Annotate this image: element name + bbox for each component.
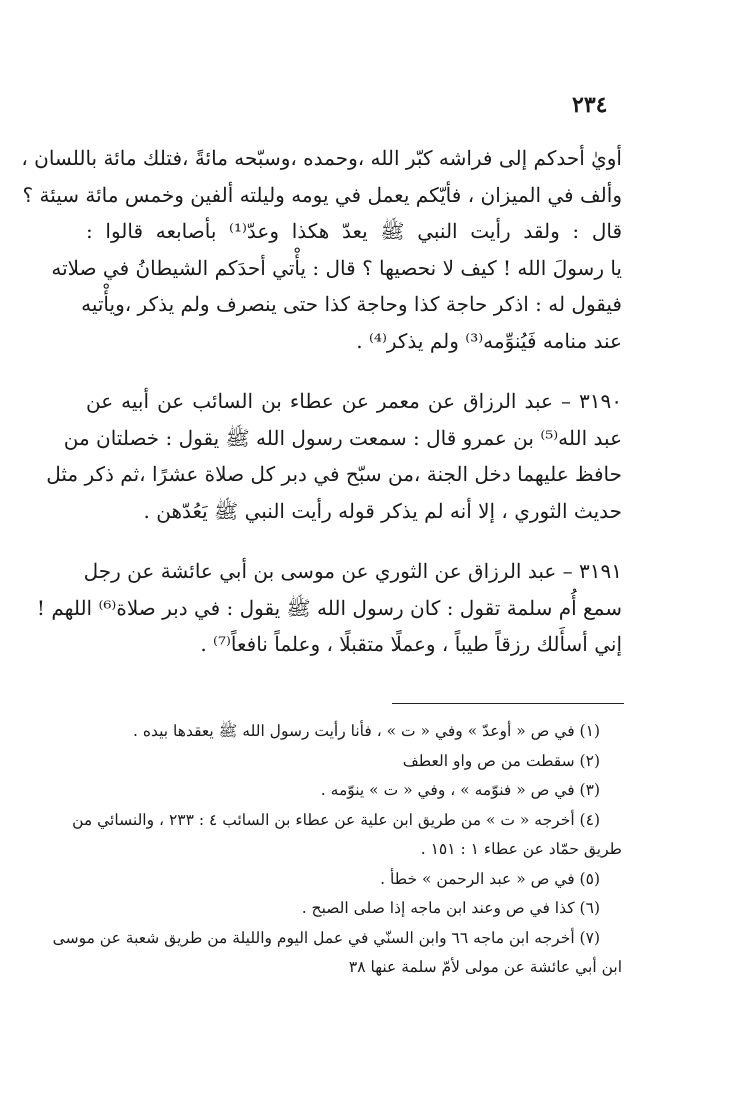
hadith-3191-line: سمع أُم سلمة تقول : كان رسول الله ﷺ يقول : في دبر صلاة⁽⁶⁾ اللهم ! — [36, 595, 622, 620]
footnote-divider — [392, 703, 624, 704]
footnote-2: (٢) سقطت من ص واو العطف — [402, 751, 600, 770]
hadith-3190-line: ٣١٩٠ – عبد الرزاق عن معمر عن عطاء بن السائب عن أبيه عن — [86, 389, 622, 413]
hadith-3191-line: إني أسأَلك رزقاً طيباً ، وعملًا متقبلًا ، وعلماً نافعاً⁽⁷⁾ . — [200, 632, 622, 656]
text-line: يا رسولَ الله ! كيف لا نحصيها ؟ قال : يأْتي أحدَكم الشيطانُ في صلاته — [51, 255, 622, 280]
footnote-3: (٣) في ص « فنوّمه » ، وفي « ت » ينوّمه . — [320, 781, 600, 799]
footnotes — [52, 717, 622, 983]
footnote-1: (١) في ص « أوعدّ » وفي « ت » ، فأنا رأيت رسول الله ﷺ يعقدها بيده . — [133, 722, 600, 740]
hadith-3191-line: ٣١٩١ – عبد الرزاق عن الثوري عن موسى بن أبي عائشة عن رجل — [83, 559, 622, 583]
footnote-6: (٦) كذا في ص وعند ابن ماجه إذا صلى الصبح . — [301, 899, 600, 917]
text-line: قال : ولقد رأيت النبي ﷺ يعدّ هكذا وعدّ⁽¹⁾ بأصابعه قالوا : — [86, 219, 622, 243]
text-line: وألف في الميزان ، فأيّكم يعمل في يومه وليلته ألفين وخمس مائة سيئة ؟ — [22, 182, 622, 207]
hadith-3190-line: حديث الثوري ، إلا أنه لم يذكر قوله رأيت النبي ﷺ يَعُدّهن . — [143, 498, 622, 523]
footnote-7-continued: ابن أبي عائشة عن مولى لأمّ سلمة عنها ٣٨ — [348, 958, 622, 976]
main-text — [21, 140, 622, 663]
text-line: أويٰ أحدكم إلى فراشه كبّر الله ،وحمده ،وسبّحه مائةً ،فتلك مائة باللسان ، — [21, 146, 622, 170]
page-number: ٢٣٤ — [572, 92, 608, 118]
footnote-5: (٥) في ص « عبد الرحمن » خطأ . — [380, 869, 600, 888]
footnote-4: (٤) أخرجه « ت » من طريق ابن علية عن عطاء بن السائب ٤ : ٢٣٣ ، والنسائي من — [72, 810, 600, 829]
footnote-7: (٧) أخرجه ابن ماجه ٦٦ وابن السنّي في عمل اليوم والليلة من طريق شعبة عن موسى — [52, 928, 600, 947]
text-line: عند منامه فَيُنوِّمه⁽³⁾ ولم يذكر⁽⁴⁾ . — [356, 328, 622, 353]
text-line: فيقول له : اذكر حاجة كذا وحاجة كذا حتى ينصرف ولم يذكر ،ويأْتيه — [81, 292, 622, 316]
hadith-3190-line: حافظ عليهما دخل الجنة ،من سبّح في دبر كل صلاة عشرًا ،ثم ذكر مثل — [46, 462, 622, 486]
hadith-3190-line: عبد الله⁽⁵⁾ بن عمرو قال : سمعت رسول الله ﷺ يقول : خصلتان من — [63, 425, 622, 450]
footnote-4-continued: طريق حمّاد عن عطاء ١ : ١٥١ . — [420, 840, 622, 858]
